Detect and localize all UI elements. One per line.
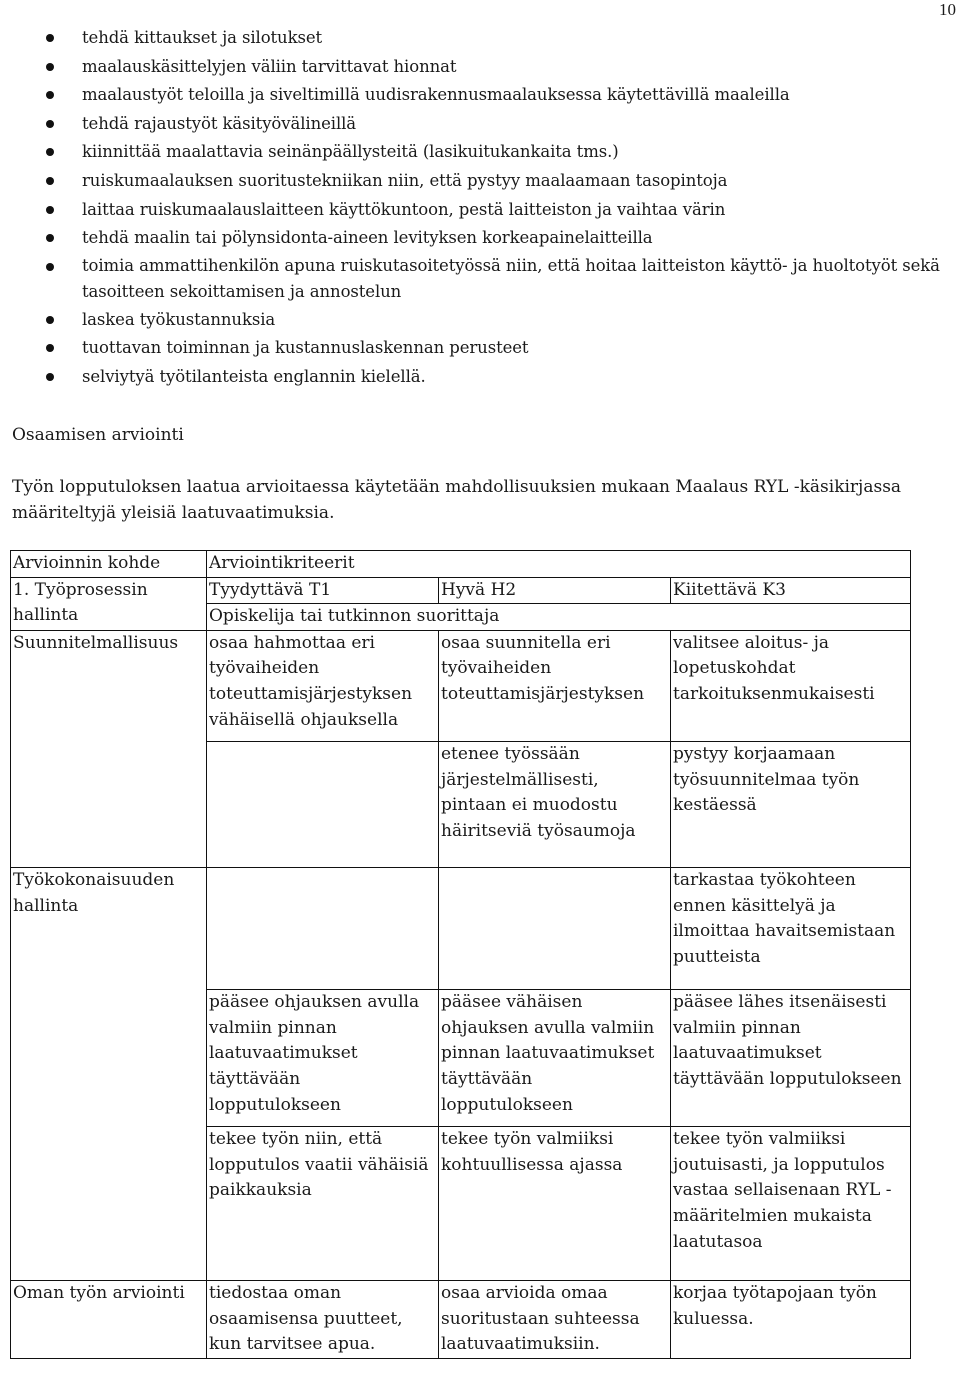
- whole-k3-b: pääsee lähes itsenäisesti valmiin pinnan laatuvaatimukset täyttävään lopputulokseen: [671, 990, 911, 1127]
- list-item: tehdä maalin tai pölynsidonta-aineen levityksen korkeapainelaitteilla: [0, 224, 950, 253]
- list-item: ruiskumaalauksen suoritustekniikan niin, että pystyy maalaamaan tasopintoja: [0, 167, 950, 196]
- whole-h2-b: pääsee vähäisen ohjauksen avulla valmiin pinnan laatuvaatimukset täyttävään lopputulokseen: [439, 990, 671, 1127]
- planning-h2-a: osaa suunnitella eri työvaiheiden toteuttamisjärjestyksen: [439, 630, 671, 741]
- intro-paragraph: Työn lopputuloksen laatua arvioitaessa käytetään mahdollisuuksien mukaan Maalaus RYL -käsikirjassa määriteltyjä yleisiä laatuvaatimuksia.: [12, 477, 902, 523]
- whole-h2-a: [439, 868, 671, 990]
- whole-t1-a: [207, 868, 439, 990]
- whole-k3-c: tekee työn valmiiksi joutuisasti, ja lopputulos vastaa sellaisenaan RYL -määritelmien mukaista laatutasoa: [671, 1127, 911, 1281]
- list-item: maalaustyöt teloilla ja siveltimillä uudisrakennusmaalauksessa käytettävillä maaleilla: [0, 81, 950, 110]
- planning-k3-b: pystyy korjaamaan työsuunnitelmaa työn kestäessä: [671, 742, 911, 868]
- self-t1: tiedostaa oman osaamisensa puutteet, kun tarvitsee apua.: [207, 1281, 439, 1359]
- list-item: kiinnittää maalattavia seinänpäällysteitä (lasikuitukankaita tms.): [0, 138, 950, 167]
- list-item: laittaa ruiskumaalauslaitteen käyttökuntoon, pestä laitteiston ja vaihtaa värin: [0, 196, 950, 225]
- page-number: 10: [939, 0, 956, 19]
- self-label: Oman työn arviointi: [11, 1281, 207, 1359]
- list-item: laskea työkustannuksia: [0, 306, 950, 335]
- self-k3: korjaa työtapojaan työn kuluessa.: [671, 1281, 911, 1359]
- list-item: tehdä rajaustyöt käsityövälineillä: [0, 110, 950, 139]
- table-row: [11, 1127, 911, 1281]
- level-h2: Hyvä H2: [439, 577, 671, 604]
- self-h2: osaa arvioida omaa suoritustaan suhteessa laatuvaatimuksiin.: [439, 1281, 671, 1359]
- planning-k3-a: valitsee aloitus- ja lopetuskohdat tarkoituksenmukaisesti: [671, 630, 911, 741]
- subheader: Opiskelija tai tutkinnon suorittaja: [207, 604, 911, 631]
- whole-t1-c: tekee työn niin, että lopputulos vaatii vähäisiä paikkauksia: [207, 1127, 439, 1281]
- process-label: 1. Työprosessin hallinta: [11, 577, 207, 630]
- table-row: [11, 868, 911, 990]
- planning-t1-b: [207, 742, 439, 868]
- table-row: [11, 990, 911, 1127]
- header-target: Arvioinnin kohde: [11, 551, 207, 578]
- whole-h2-c: tekee työn valmiiksi kohtuullisessa ajassa: [439, 1127, 671, 1281]
- level-k3: Kiitettävä K3: [671, 577, 911, 604]
- whole-t1-b: pääsee ohjauksen avulla valmiin pinnan laatuvaatimukset täyttävään lopputulokseen: [207, 990, 439, 1127]
- list-item: tuottavan toiminnan ja kustannuslaskennan perusteet: [0, 334, 950, 363]
- criteria-table: [10, 550, 911, 1359]
- table-row: [11, 1281, 911, 1359]
- header-criteria: Arviointikriteerit: [207, 551, 911, 578]
- table-row: [11, 630, 911, 741]
- skills-list: [0, 24, 950, 392]
- list-item: toimia ammattihenkilön apuna ruiskutasoitetyössä niin, että hoitaa laitteiston käyttö- ja huoltotyöt sekä tasoitteen sekoittamisen ja annostelun: [0, 253, 950, 306]
- section-heading: Osaamisen arviointi: [12, 425, 184, 445]
- table-row: [11, 551, 911, 578]
- planning-t1-a: osaa hahmottaa eri työvaiheiden toteuttamisjärjestyksen vähäisellä ohjauksella: [207, 630, 439, 741]
- level-t1: Tyydyttävä T1: [207, 577, 439, 604]
- whole-k3-a: tarkastaa työkohteen ennen käsittelyä ja ilmoittaa havaitsemistaan puutteista: [671, 868, 911, 990]
- list-item: tehdä kittaukset ja silotukset: [0, 24, 950, 53]
- whole-label: Työkokonaisuuden hallinta: [11, 868, 207, 990]
- list-item: selviytyä työtilanteista englannin kielellä.: [0, 363, 950, 392]
- list-item: maalauskäsittelyjen väliin tarvittavat hionnat: [0, 53, 950, 82]
- planning-h2-b: etenee työssään järjestelmällisesti, pintaan ei muodostu häiritseviä työsaumoja: [439, 742, 671, 868]
- planning-label: Suunnitelmallisuus: [11, 630, 207, 867]
- table-row: [11, 577, 911, 604]
